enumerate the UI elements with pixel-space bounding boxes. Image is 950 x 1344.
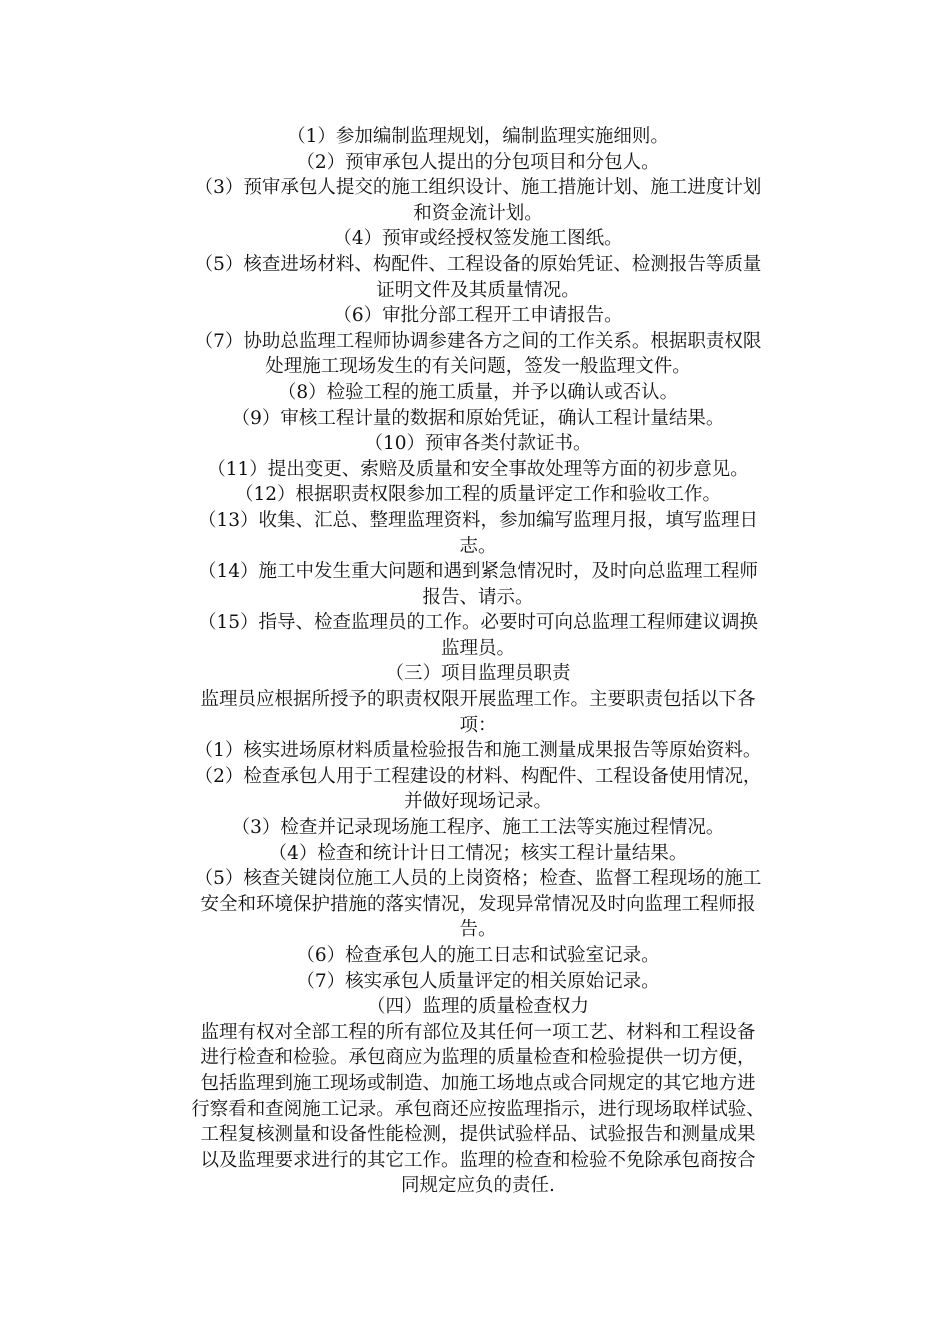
text-line: （3）预审承包人提交的施工组织设计、施工措施计划、施工进度计划	[194, 177, 762, 199]
text-line: 处理施工现场发生的有关问题，签发一般监理文件。	[265, 356, 691, 378]
text-line: （8）检验工程的施工质量，并予以确认或否认。	[277, 381, 679, 403]
text-line: 监理员应根据所授予的职责权限开展监理工作。主要职责包括以下各	[200, 689, 756, 711]
text-line: （5）核查进场材料、构配件、工程设备的原始凭证、检测报告等质量	[194, 253, 762, 275]
text-line: 告。	[459, 919, 497, 941]
text-line: 监理有权对全部工程的所有部位及其任何一项工艺、材料和工程设备	[200, 1021, 756, 1043]
document-body	[150, 124, 806, 1199]
text-line: （6）检查承包人的施工日志和试验室记录。	[296, 945, 660, 966]
text-line: 监理员。	[440, 637, 515, 659]
text-line: 和资金流计划。	[413, 202, 543, 224]
text-line: 并做好现场记录。	[403, 791, 552, 813]
text-line: 包括监理到施工现场或制造、加施工场地点或合同规定的其它地方进	[200, 1072, 756, 1094]
text-line: （4）预审或经授权签发施工图纸。	[333, 228, 623, 250]
text-line: 进行检查和检验。承包商应为监理的质量检查和检验提供一切方便，	[200, 1047, 756, 1069]
text-line: （10）预审各类付款证书。	[364, 433, 592, 455]
text-line: （14）施工中发生重大问题和遇到紧急情况时，及时向总监理工程师	[197, 561, 759, 583]
text-line: （2）检查承包人用于工程建设的材料、构配件、工程设备使用情况，	[194, 765, 762, 787]
text-line: （1）核实进场原材料质量检验报告和施工测量成果报告等原始资料。	[194, 740, 762, 762]
text-line: （5）核查关键岗位施工人员的上岗资格；检查、监督工程现场的施工	[194, 868, 762, 890]
text-line: 项：	[459, 714, 497, 736]
text-line: （7）协助总监理工程师协调参建各方之间的工作关系。根据职责权限	[194, 330, 762, 352]
text-line: 报告、请示。	[422, 586, 534, 608]
text-line: 安全和环境保护措施的落实情况，发现异常情况及时向监理工程师报	[200, 893, 756, 915]
text-line: （1）参加编制监理规划，编制监理实施细则。	[287, 126, 669, 147]
text-line: 以及监理要求进行的其它工作。监理的检查和检验不免除承包商按合	[200, 1149, 756, 1171]
section-heading: （三）项目监理员职责	[385, 663, 571, 685]
text-line: （12）根据职责权限参加工程的质量评定工作和验收工作。	[234, 484, 722, 506]
text-line: （6）审批分部工程开工申请报告。	[333, 305, 623, 327]
text-line: 工程复核测量和设备性能检测，提供试验样品、试验报告和测量成果	[200, 1124, 756, 1146]
text-line: （13）收集、汇总、整理监理资料，参加编写监理月报，填写监理日	[197, 509, 759, 531]
text-line: 志。	[459, 535, 497, 557]
text-line: （11）提出变更、索赔及质量和安全事故处理等方面的初步意见。	[207, 458, 749, 480]
text-line: （2）预审承包人提出的分包项目和分包人。	[296, 151, 660, 173]
text-line: （4）检查和统计计日工情况；核实工程计量结果。	[268, 842, 688, 864]
text-line: 证明文件及其质量情况。	[376, 279, 580, 301]
text-line: 同规定应负的责任.	[401, 1175, 555, 1197]
text-line: （3）检查并记录现场施工程序、施工工法等实施过程情况。	[231, 817, 725, 839]
text-line: 行察看和查阅施工记录。承包商还应按监理指示，进行现场取样试验、	[191, 1098, 765, 1120]
section-heading: （四）监理的质量检查权力	[366, 996, 589, 1018]
text-line: （7）核实承包人质量评定的相关原始记录。	[296, 970, 660, 992]
text-line: （9）审核工程计量的数据和原始凭证，确认工程计量结果。	[231, 407, 725, 429]
text-line: （15）指导、检查监理员的工作。必要时可向总监理工程师建议调换	[197, 612, 759, 634]
